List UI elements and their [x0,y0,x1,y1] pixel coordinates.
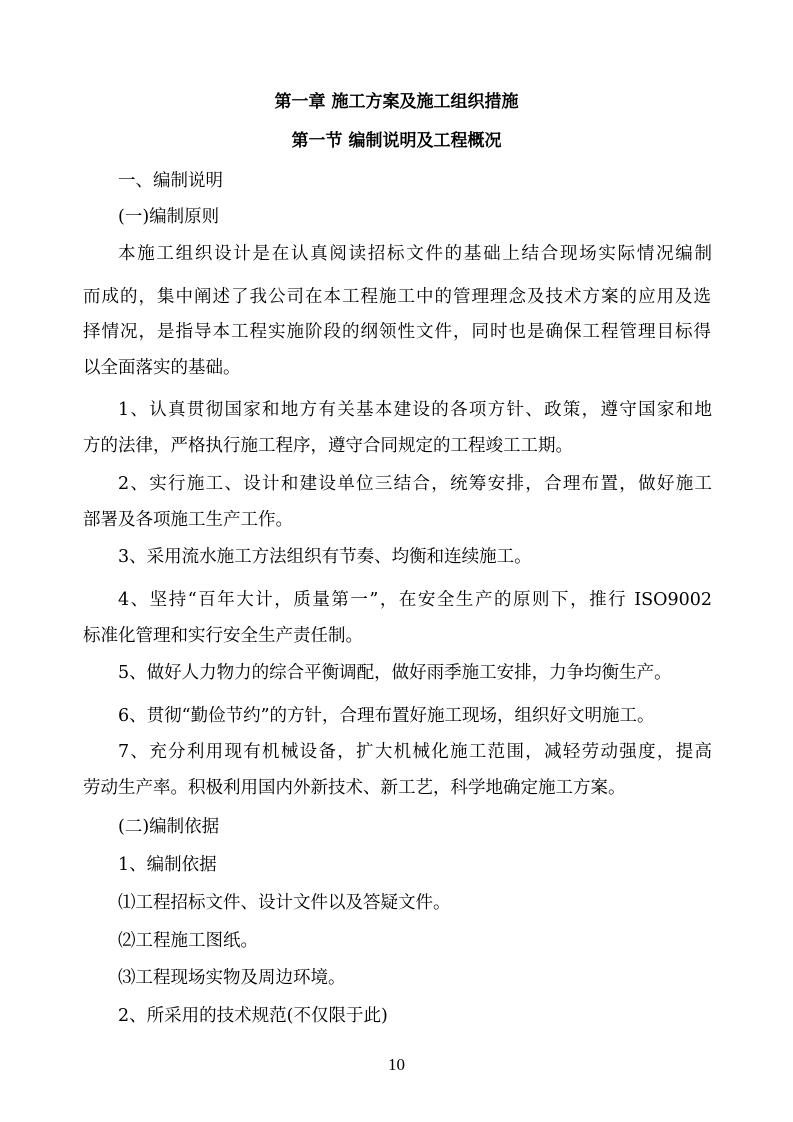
paragraph-intro-line-3: 择情况，是指导本工程实施阶段的纲领性文件，同时也是确保工程管理目标得 [83,322,711,342]
principle-4-line-1: 4、坚持“百年大计，质量第一”，在安全生产的原则下，推行 ISO9002 [118,590,712,610]
paragraph-intro-line-1: 本施工组织设计是在认真阅读招标文件的基础上结合现场实际情况编制 [118,244,712,264]
page-number: 10 [388,1055,405,1074]
basis-subitem-2: ⑵工程施工图纸。 [118,931,258,951]
basis-subitem-1: ⑴工程招标文件、设计文件以及答疑文件。 [118,893,451,913]
principle-6: 6、贯彻“勤俭节约”的方针，合理布置好施工现场，组织好文明施工。 [118,706,655,726]
basis-item-1: 1、编制依据 [118,855,217,875]
chapter-title: 第一章 施工方案及施工组织措施 [274,92,519,112]
principle-2-line-2: 部署及各项施工生产工作。 [83,510,293,530]
principle-7-line-1: 7、充分利用现有机械设备，扩大机械化施工范围，减轻劳动强度，提高 [118,742,712,762]
basis-subitem-3: ⑶工程现场实物及周边环境。 [118,968,346,988]
principle-4-line-2: 标准化管理和实行安全生产责任制。 [83,626,363,646]
heading-compilation-notes: 一、编制说明 [118,171,223,191]
principle-1-line-1: 1、认真贯彻国家和地方有关基本建设的各项方针、政策，遵守国家和地 [118,400,712,420]
principle-1-line-2: 方的法律，严格执行施工程序，遵守合同规定的工程竣工工期。 [83,436,573,456]
principle-3: 3、采用流水施工方法组织有节奏、均衡和连续施工。 [118,547,532,567]
paragraph-intro-line-4: 以全面落实的基础。 [83,358,241,378]
principle-7-line-2: 劳动生产率。积极利用国内外新技术、新工艺，科学地确定施工方案。 [83,778,626,798]
paragraph-intro-line-2: 而成的，集中阐述了我公司在本工程施工中的管理理念及技术方案的应用及选 [83,287,711,307]
heading-compilation-principles: (一)编制原则 [118,207,220,227]
basis-item-2: 2、所采用的技术规范(不仅限于此) [118,1006,388,1026]
section-title: 第一节 编制说明及工程概况 [291,131,502,151]
principle-2-line-1: 2、实行施工、设计和建设单位三结合，统筹安排，合理布置，做好施工 [118,474,712,494]
heading-compilation-basis: (二)编制依据 [118,817,220,837]
principle-5: 5、做好人力物力的综合平衡调配，做好雨季施工安排，力争均衡生产。 [118,663,672,683]
